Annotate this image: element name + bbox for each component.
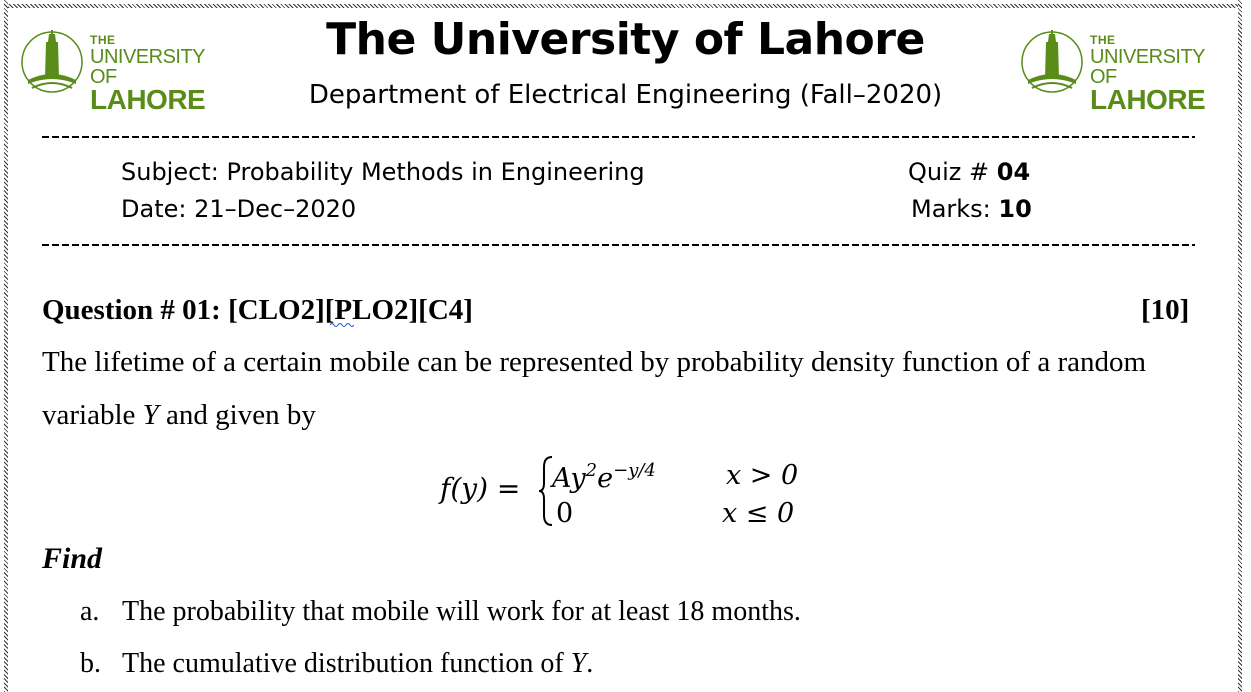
grammar-squiggle (330, 322, 354, 327)
question-heading: Question # 01: [CLO2][PLO2][C4] (42, 294, 473, 326)
question-text-line-1: The lifetime of a certain mobile can be represented by probability density function of a random (42, 346, 1147, 378)
subject-label: Subject: (121, 158, 219, 186)
page-title: The University of Lahore (326, 14, 925, 65)
case1-exponent: −y/4 (613, 460, 656, 481)
marks-label: Marks: (911, 195, 991, 223)
equation-lhs: f(y) = (440, 472, 521, 505)
equation-case-1 (552, 460, 656, 494)
department-subtitle: Department of Electrical Engineering (Fall–2020) (308, 80, 943, 110)
logo-text-university: UNIVERSITY OF (1090, 46, 1205, 88)
marks-value: 10 (998, 195, 1032, 223)
subject-line (121, 158, 645, 186)
question-marks: [10] (1141, 294, 1190, 326)
equation-condition-2: x ≤ 0 (722, 498, 795, 529)
case1-exponent-square: 2 (585, 460, 598, 481)
page-border-top (4, 4, 1242, 8)
case1-base: Ay (552, 463, 586, 494)
variable-y: Y (570, 648, 587, 679)
list-item (80, 596, 801, 628)
date-line (121, 195, 356, 223)
logo-text-lahore: LAHORE (1090, 84, 1206, 115)
list-item-text: The probability that mobile will work for at least 18 months. (122, 596, 801, 627)
quiz-label: Quiz # (908, 158, 990, 186)
list-item-text-end: . (586, 648, 594, 679)
text-segment: and given by (158, 399, 316, 431)
date-value: 21–Dec–2020 (194, 195, 357, 223)
quiz-number: 04 (996, 158, 1031, 186)
logo-text-lahore: LAHORE (90, 84, 206, 115)
list-item (80, 648, 593, 680)
dashed-divider (42, 244, 1195, 246)
list-marker: a. (80, 596, 100, 627)
quiz-number-line (908, 158, 1030, 186)
list-item-text: The cumulative distribution function of (122, 648, 571, 679)
text-segment: variable (42, 399, 143, 431)
logo-text-the: THE (1090, 33, 1116, 47)
find-label: Find (42, 542, 103, 575)
marks-line (911, 195, 1032, 223)
equation-condition-1: x > 0 (726, 460, 799, 491)
variable-y: Y (142, 399, 159, 431)
date-label: Date: (121, 195, 187, 223)
question-text-line-2 (42, 399, 316, 432)
list-marker: b. (80, 648, 101, 679)
case1-e: e (597, 463, 614, 494)
logo-text-the: THE (90, 33, 116, 47)
equation-case-2: 0 (556, 498, 574, 529)
logo-text-university: UNIVERSITY OF (90, 46, 205, 88)
subject-value: Probability Methods in Engineering (226, 158, 645, 186)
dashed-divider (42, 136, 1195, 138)
